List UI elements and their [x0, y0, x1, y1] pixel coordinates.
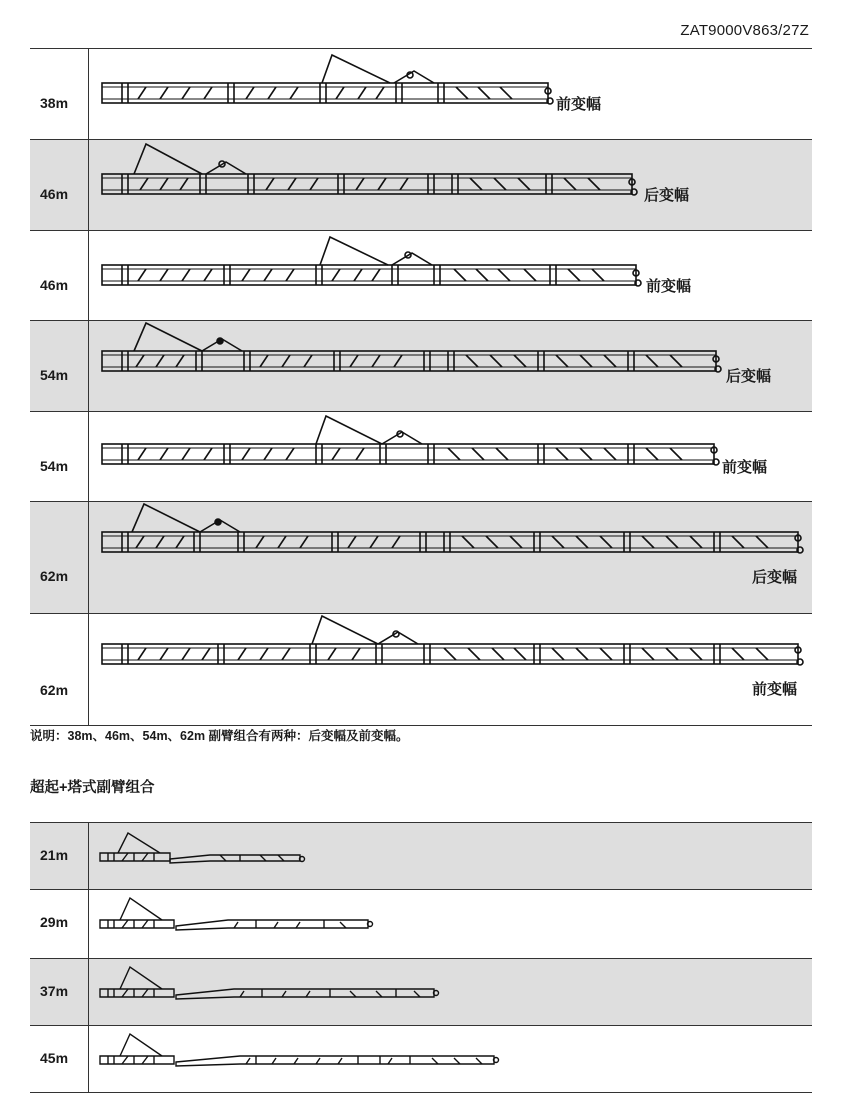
boom-diagram [30, 49, 812, 139]
table-row [30, 889, 812, 958]
luffing-mode-label: 后变幅 [726, 368, 772, 385]
luffing-mode-label: 前变幅 [646, 278, 692, 295]
boom-diagram [30, 890, 812, 958]
model-code: ZAT9000V863/27Z [680, 22, 809, 39]
boom-diagram [30, 614, 812, 725]
row-length-label: 29m [40, 914, 69, 930]
row-length-label: 45m [40, 1050, 69, 1066]
boom-diagram [30, 502, 812, 613]
luffing-mode-label: 前变幅 [752, 681, 798, 698]
row-length-label: 62m [40, 568, 69, 584]
luffing-mode-label: 前变幅 [722, 459, 768, 476]
table-row [30, 48, 812, 139]
table-row [30, 822, 812, 889]
jib-combination-table [30, 48, 812, 726]
luffing-mode-label: 后变幅 [644, 187, 690, 204]
boom-diagram [30, 823, 812, 889]
table-row [30, 613, 812, 725]
boom-diagram [30, 321, 812, 411]
table-row [30, 411, 812, 501]
tower-jib-combination-table [30, 822, 812, 1093]
boom-diagram [30, 140, 812, 230]
row-length-label: 54m [40, 367, 69, 383]
luffing-mode-label: 后变幅 [752, 569, 798, 586]
boom-diagram [30, 959, 812, 1025]
row-length-label: 38m [40, 95, 69, 111]
table-row [30, 320, 812, 411]
luffing-mode-label: 前变幅 [556, 96, 602, 113]
boom-diagram [30, 412, 812, 501]
table-row [30, 1025, 812, 1092]
row-length-label: 46m [40, 277, 69, 293]
explanation-note: 说明：38m、46m、54m、62m 副臂组合有两种：后变幅及前变幅。 [30, 729, 409, 743]
row-length-label: 54m [40, 458, 69, 474]
section-title: 超起+塔式副臂组合 [30, 780, 155, 796]
row-length-label: 46m [40, 186, 69, 202]
table-row [30, 139, 812, 230]
table-row [30, 230, 812, 320]
table-row [30, 501, 812, 613]
table-row [30, 958, 812, 1025]
boom-diagram [30, 231, 812, 320]
boom-diagram [30, 1026, 812, 1092]
row-length-label: 37m [40, 983, 69, 999]
row-length-label: 62m [40, 682, 69, 698]
row-length-label: 21m [40, 847, 69, 863]
